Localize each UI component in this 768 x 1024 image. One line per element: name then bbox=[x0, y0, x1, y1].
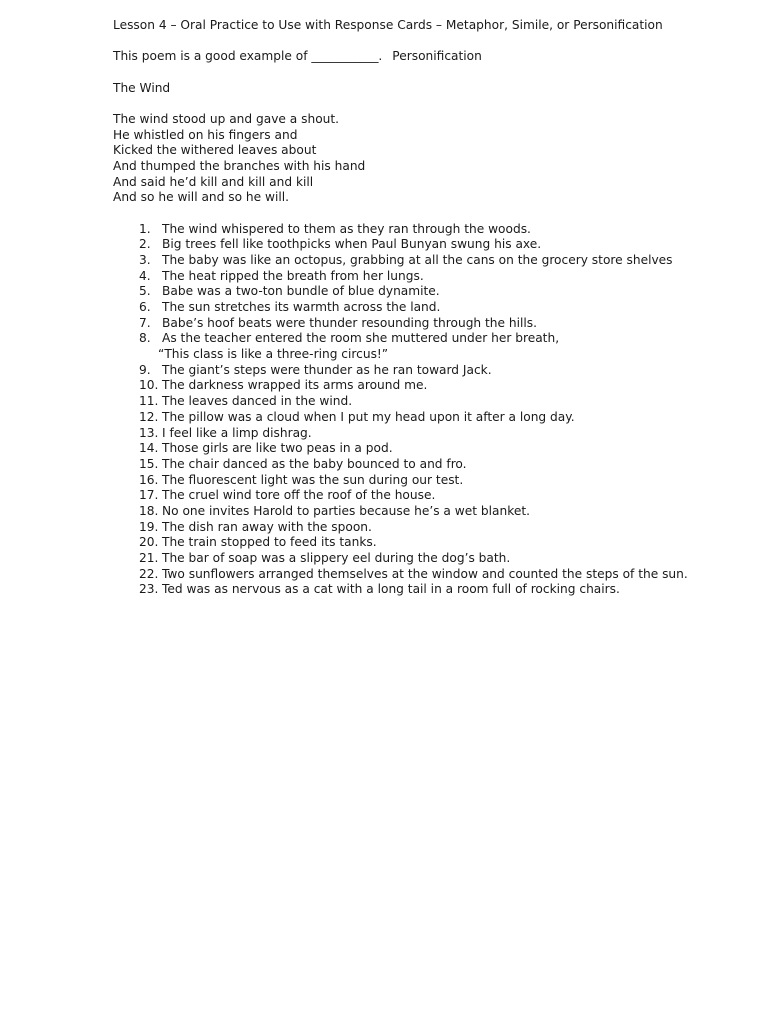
list-item bbox=[113, 441, 753, 457]
item-number: 19. bbox=[139, 519, 159, 534]
item-text: Babe’s hoof beats were thunder resounding through the hills. bbox=[162, 315, 538, 330]
poem-title: The Wind bbox=[113, 80, 171, 95]
poem-line: The wind stood up and gave a shout. bbox=[113, 111, 340, 126]
item-number: 14. bbox=[139, 441, 159, 456]
list-item bbox=[113, 378, 753, 394]
item-number: 20. bbox=[139, 535, 159, 550]
item-text: The wind whispered to them as they ran through the woods. bbox=[162, 221, 531, 236]
item-number: 5. bbox=[139, 284, 151, 299]
prompt-answer: Personification bbox=[392, 49, 482, 64]
poem-stanza bbox=[113, 112, 753, 206]
item-number: 6. bbox=[139, 300, 151, 314]
item-text: The train stopped to feed its tanks. bbox=[162, 535, 377, 550]
list-item bbox=[113, 410, 753, 426]
list-item bbox=[113, 237, 753, 253]
item-number: 22. bbox=[139, 566, 159, 581]
poem-line: And said he’d kill and kill and kill bbox=[113, 174, 314, 189]
item-text: The darkness wrapped its arms around me. bbox=[162, 378, 428, 393]
item-text: The giant’s steps were thunder as he ran toward Jack. bbox=[162, 362, 492, 377]
item-number: 17. bbox=[139, 488, 159, 503]
item-number: 3. bbox=[139, 252, 151, 267]
poem-line: And thumped the branches with his hand bbox=[113, 158, 366, 173]
item-number: 2. bbox=[139, 237, 151, 252]
item-number: 21. bbox=[139, 551, 159, 566]
item-text: The baby was like an octopus, grabbing at all the cans on the grocery store shelves bbox=[162, 252, 673, 267]
list-item bbox=[113, 269, 753, 285]
list-item bbox=[113, 520, 753, 536]
item-number: 23. bbox=[139, 582, 159, 597]
list-item bbox=[113, 551, 753, 567]
item-text: No one invites Harold to parties because he’s a wet blanket. bbox=[162, 503, 530, 518]
list-item bbox=[113, 316, 753, 332]
item-text: The bar of soap was a slippery eel during the dog’s bath. bbox=[162, 551, 511, 566]
item-text: The chair danced as the baby bounced to and fro. bbox=[162, 456, 467, 471]
item-text: Two sunflowers arranged themselves at the window and counted the steps of the sun. bbox=[162, 566, 688, 581]
list-item bbox=[113, 567, 753, 583]
item-text: The pillow was a cloud when I put my head upon it after a long day. bbox=[162, 409, 575, 424]
item-text: I feel like a limp dishrag. bbox=[162, 425, 312, 440]
list-item bbox=[113, 253, 753, 269]
list-item bbox=[113, 426, 753, 442]
item-text: The fluorescent light was the sun during our test. bbox=[162, 472, 464, 487]
item-number: 11. bbox=[139, 394, 159, 409]
poem-line: He whistled on his fingers and bbox=[113, 127, 298, 142]
item-text: Those girls are like two peas in a pod. bbox=[162, 441, 393, 456]
item-number: 7. bbox=[139, 315, 151, 330]
item-number: 16. bbox=[139, 472, 159, 487]
lesson-heading: Lesson 4 – Oral Practice to Use with Response Cards – Metaphor, Simile, or Personification bbox=[113, 18, 663, 32]
item-number: 9. bbox=[139, 362, 151, 377]
example-sentence-list bbox=[113, 222, 753, 599]
item-text: Big trees fell like toothpicks when Paul Bunyan swung his axe. bbox=[162, 237, 542, 252]
item-text: The heat ripped the breath from her lungs. bbox=[162, 268, 424, 283]
list-item bbox=[113, 504, 753, 520]
list-item bbox=[113, 300, 753, 316]
list-item bbox=[113, 535, 753, 551]
item-number: 15. bbox=[139, 456, 159, 471]
item-number: 4. bbox=[139, 268, 151, 283]
item-text: The dish ran away with the spoon. bbox=[162, 519, 372, 534]
item-number: 1. bbox=[139, 221, 151, 236]
list-item bbox=[113, 457, 753, 473]
prompt-question: This poem is a good example of ___________. bbox=[113, 49, 383, 64]
item-text: The sun stretches its warmth across the land. bbox=[162, 300, 441, 314]
item-number: 13. bbox=[139, 425, 159, 440]
list-item bbox=[113, 363, 753, 379]
list-item bbox=[113, 473, 753, 489]
item-text: Babe was a two-ton bundle of blue dynamite. bbox=[162, 284, 440, 299]
item-number: 12. bbox=[139, 409, 159, 424]
poem-line: Kicked the withered leaves about bbox=[113, 143, 317, 158]
list-item bbox=[113, 394, 753, 410]
poem-line: And so he will and so he will. bbox=[113, 190, 290, 205]
item-text: The leaves danced in the wind. bbox=[162, 394, 353, 409]
list-item bbox=[113, 582, 753, 598]
list-item bbox=[113, 488, 753, 504]
item-number: 18. bbox=[139, 503, 159, 518]
list-item bbox=[113, 284, 753, 300]
item-text: The cruel wind tore off the roof of the house. bbox=[162, 488, 436, 503]
item-text: Ted was as nervous as a cat with a long tail in a room full of rocking chairs. bbox=[162, 582, 620, 597]
item-text-continuation: “This class is like a three-ring circus!” bbox=[158, 347, 389, 362]
list-item bbox=[113, 222, 753, 238]
item-number: 10. bbox=[139, 378, 159, 393]
document-body bbox=[113, 18, 753, 598]
item-number: 8. bbox=[139, 331, 151, 346]
list-item bbox=[113, 331, 753, 362]
poem-prompt bbox=[113, 49, 753, 65]
item-text: As the teacher entered the room she muttered under her breath, bbox=[162, 331, 560, 346]
